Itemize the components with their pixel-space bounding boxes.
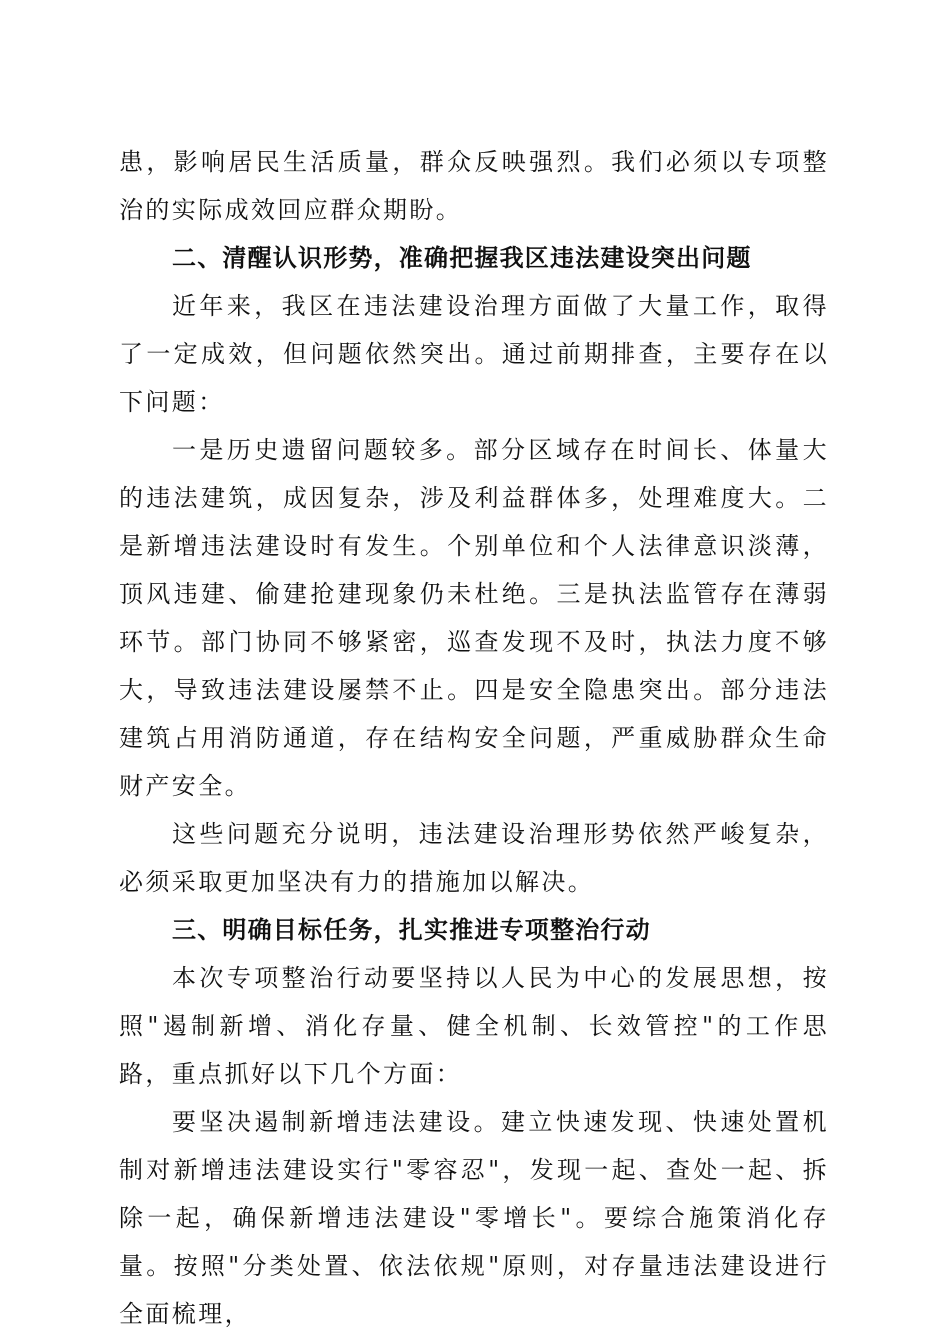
section-heading-2: 二、清醒认识形势，准确把握我区违法建设突出问题 (172, 244, 752, 272)
section-heading-3: 三、明确目标任务，扎实推进专项整治行动 (172, 916, 651, 944)
paragraph-problems-intro: 近年来，我区在违法建设治理方面做了大量工作，取得了一定成效，但问题依然突出。通过前期排查，主要存在以下问题： (119, 292, 829, 416)
paragraph-tasks-intro: 本次专项整治行动要坚持以人民为中心的发展思想，按照"遏制新增、消化存量、健全机制、长效管控"的工作思路，重点抓好以下几个方面： (119, 964, 829, 1088)
paragraph-continuation: 患，影响居民生活质量，群众反映强烈。我们必须以专项整治的实际成效回应群众期盼。 (119, 148, 829, 224)
paragraph-problems-detail: 部分区域存在时间长、体量大的违法建筑，成因复杂，涉及利益群体多，处理难度大。二是新增违法建设时有发生。个别单位和个人法律意识淡薄，顶风违建、偷建抢建现象仍未杜绝。三是执法监管存在薄弱环节。部门协同不够紧密，巡查发现不及时，执法力度不够大，导致违法建设屡禁不止。四是安全隐患突出。部分违法建筑占用消防通道，存在结构安全问题，严重威胁群众生命财产安全。 (119, 436, 829, 800)
paragraph-problems-list (119, 426, 829, 810)
document-body (119, 138, 829, 1338)
paragraph-tasks-detail: 要坚决遏制新增违法建设。建立快速发现、快速处置机制对新增违法建设实行"零容忍"，发现一起、查处一起、拆除一起，确保新增违法建设"零增长"。要综合施策消化存量。按照"分类处置、依法依规"原则，对存量违法建设进行全面梳理， (119, 1108, 829, 1328)
paragraph-problems-summary: 这些问题充分说明，违法建设治理形势依然严峻复杂，必须采取更加坚决有力的措施加以解决。 (119, 820, 829, 896)
paragraph-lead-sentence: 一是历史遗留问题较多。 (172, 436, 474, 464)
